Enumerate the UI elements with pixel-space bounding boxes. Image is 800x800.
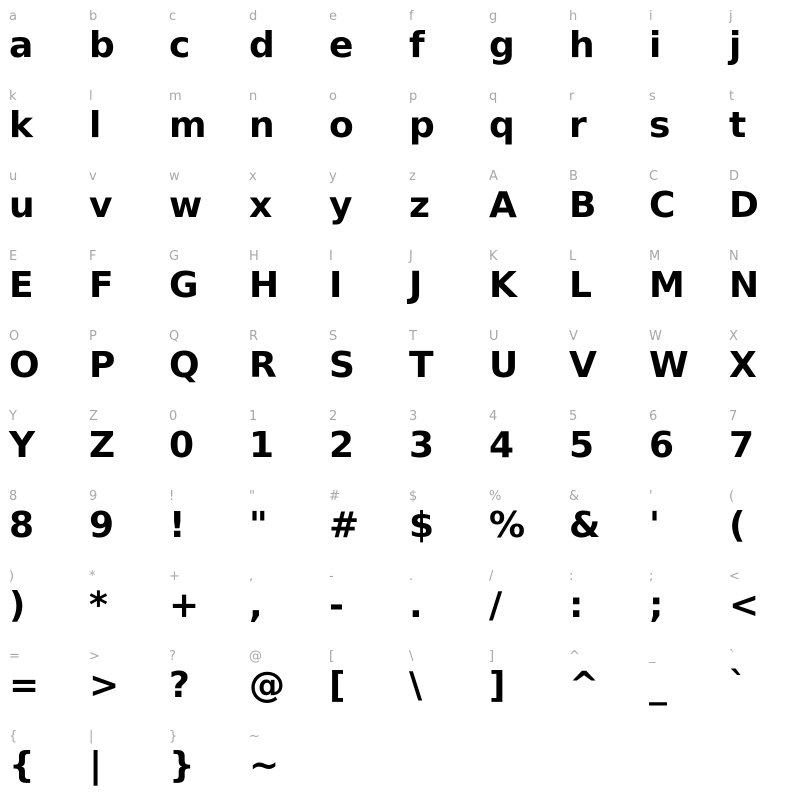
- glyph-sample: I: [329, 265, 343, 306]
- glyph-label: %: [489, 489, 502, 504]
- glyph-label: `: [729, 649, 736, 664]
- glyph-cell: [480, 560, 560, 640]
- glyph-cell: [80, 80, 160, 160]
- glyph-label: *: [89, 569, 96, 584]
- glyph-sample: _: [649, 665, 667, 706]
- glyph-label: q: [489, 89, 498, 104]
- glyph-label: n: [249, 89, 258, 104]
- glyph-label: c: [169, 9, 177, 24]
- glyph-cell: [320, 480, 400, 560]
- glyph-sample: -: [329, 585, 344, 626]
- glyph-sample: b: [89, 25, 115, 66]
- glyph-label: f: [409, 9, 414, 24]
- glyph-sample: g: [489, 25, 515, 66]
- glyph-cell: [560, 80, 640, 160]
- glyph-label: t: [729, 89, 735, 104]
- glyph-cell: [240, 240, 320, 320]
- glyph-sample: S: [329, 345, 355, 386]
- glyph-cell: [720, 560, 800, 640]
- glyph-sample: 8: [9, 505, 35, 546]
- glyph-label: :: [569, 569, 574, 584]
- glyph-cell: [640, 320, 720, 400]
- glyph-cell: [480, 640, 560, 720]
- glyph-sample: K: [489, 265, 517, 306]
- glyph-label: U: [489, 329, 499, 344]
- glyph-sample: ^: [569, 665, 600, 706]
- glyph-sample: T: [409, 345, 434, 386]
- glyph-label: ': [649, 489, 653, 504]
- glyph-label: ?: [169, 649, 176, 664]
- glyph-label: N: [729, 249, 739, 264]
- glyph-label: /: [489, 569, 494, 584]
- glyph-label: P: [89, 329, 97, 344]
- glyph-cell: [640, 480, 720, 560]
- glyph-cell: [240, 720, 320, 800]
- glyph-label: 6: [649, 409, 658, 424]
- glyph-sample: i: [649, 25, 662, 66]
- glyph-cell: [560, 320, 640, 400]
- glyph-cell: [320, 400, 400, 480]
- glyph-label: x: [249, 169, 257, 184]
- glyph-cell: [0, 640, 80, 720]
- glyph-cell: [640, 640, 720, 720]
- glyph-label: 7: [729, 409, 738, 424]
- glyph-cell: [160, 560, 240, 640]
- glyph-cell-empty: [480, 720, 560, 800]
- glyph-cell: [240, 400, 320, 480]
- glyph-label: j: [729, 9, 733, 24]
- glyph-label: +: [169, 569, 180, 584]
- glyph-cell: [80, 0, 160, 80]
- glyph-label: r: [569, 89, 575, 104]
- glyph-cell: [80, 160, 160, 240]
- glyph-cell: [160, 720, 240, 800]
- glyph-cell: [560, 0, 640, 80]
- glyph-cell: [240, 640, 320, 720]
- glyph-cell: [160, 640, 240, 720]
- glyph-cell: [480, 320, 560, 400]
- glyph-sample: .: [409, 585, 423, 626]
- glyph-label: Y: [9, 409, 17, 424]
- glyph-sample: R: [249, 345, 277, 386]
- glyph-cell: [720, 240, 800, 320]
- glyph-label: v: [89, 169, 97, 184]
- glyph-sample: ?: [169, 665, 190, 706]
- glyph-sample: G: [169, 265, 199, 306]
- glyph-label: I: [329, 249, 333, 264]
- glyph-label: !: [169, 489, 175, 504]
- glyph-sample: z: [409, 185, 430, 226]
- glyph-cell: [480, 160, 560, 240]
- glyph-label: 9: [89, 489, 98, 504]
- glyph-label: i: [649, 9, 653, 24]
- glyph-sample: k: [9, 105, 33, 146]
- glyph-sample: Q: [169, 345, 200, 386]
- glyph-sample: #: [329, 505, 360, 546]
- glyph-label: ": [249, 489, 255, 504]
- glyph-sample: W: [649, 345, 689, 386]
- glyph-cell: [240, 160, 320, 240]
- glyph-label: Z: [89, 409, 98, 424]
- glyph-label: B: [569, 169, 578, 184]
- glyph-cell: [640, 560, 720, 640]
- glyph-cell: [640, 400, 720, 480]
- glyph-cell: [720, 320, 800, 400]
- glyph-sample: 3: [409, 425, 435, 466]
- glyph-sample: t: [729, 105, 747, 146]
- glyph-label: W: [649, 329, 662, 344]
- glyph-sample: l: [89, 105, 102, 146]
- glyph-label: Q: [169, 329, 180, 344]
- glyph-sample: Y: [9, 425, 36, 466]
- glyph-label: 5: [569, 409, 578, 424]
- glyph-sample: >: [89, 665, 120, 706]
- glyph-label: ,: [249, 569, 254, 584]
- glyph-cell: [560, 640, 640, 720]
- glyph-sample: ~: [249, 745, 280, 786]
- glyph-sample: 2: [329, 425, 355, 466]
- glyph-sample: ": [249, 505, 268, 546]
- glyph-label: ;: [649, 569, 654, 584]
- glyph-cell: [400, 160, 480, 240]
- glyph-sample: p: [409, 105, 435, 146]
- glyph-label: l: [89, 89, 93, 104]
- glyph-cell: [480, 80, 560, 160]
- glyph-label: <: [729, 569, 740, 584]
- glyph-sample: v: [89, 185, 113, 226]
- glyph-sample: `: [729, 665, 747, 706]
- glyph-label: z: [409, 169, 416, 184]
- glyph-label: e: [329, 9, 337, 24]
- glyph-sample: j: [729, 25, 742, 66]
- glyph-sample: |: [89, 745, 103, 786]
- glyph-cell: [80, 400, 160, 480]
- glyph-cell: [720, 400, 800, 480]
- glyph-cell: [80, 240, 160, 320]
- glyph-cell: [320, 240, 400, 320]
- glyph-cell: [400, 560, 480, 640]
- glyph-cell: [320, 560, 400, 640]
- glyph-cell: [0, 720, 80, 800]
- glyph-label: {: [9, 729, 18, 744]
- glyph-cell: [400, 640, 480, 720]
- glyph-sample: }: [169, 745, 195, 786]
- glyph-label: [: [329, 649, 335, 664]
- glyph-cell: [400, 240, 480, 320]
- glyph-sample: (: [729, 505, 746, 546]
- glyph-cell: [480, 480, 560, 560]
- glyph-sample: m: [169, 105, 207, 146]
- glyph-label: ^: [569, 649, 580, 664]
- glyph-sample: x: [249, 185, 273, 226]
- glyph-label: O: [9, 329, 20, 344]
- glyph-sample: ): [9, 585, 26, 626]
- glyph-sample: o: [329, 105, 354, 146]
- glyph-cell: [80, 560, 160, 640]
- glyph-sample: :: [569, 585, 584, 626]
- glyph-cell: [240, 320, 320, 400]
- glyph-sample: /: [489, 585, 503, 626]
- glyph-sample: h: [569, 25, 595, 66]
- glyph-label: a: [9, 9, 17, 24]
- glyph-label: .: [409, 569, 414, 584]
- glyph-label: J: [409, 249, 413, 264]
- glyph-sample: %: [489, 505, 526, 546]
- glyph-label: L: [569, 249, 577, 264]
- glyph-sample: ;: [649, 585, 664, 626]
- glyph-sample: n: [249, 105, 275, 146]
- glyph-cell: [0, 80, 80, 160]
- glyph-sample: 0: [169, 425, 195, 466]
- glyph-label: A: [489, 169, 498, 184]
- glyph-label: G: [169, 249, 180, 264]
- glyph-sample: w: [169, 185, 203, 226]
- glyph-label: |: [89, 729, 94, 744]
- glyph-cell: [720, 160, 800, 240]
- glyph-cell: [0, 240, 80, 320]
- glyph-sample: y: [329, 185, 353, 226]
- glyph-label: _: [649, 649, 656, 664]
- glyph-sample: &: [569, 505, 601, 546]
- glyph-cell: [560, 400, 640, 480]
- glyph-cell: [560, 160, 640, 240]
- glyph-cell-empty: [560, 720, 640, 800]
- glyph-label: &: [569, 489, 580, 504]
- glyph-cell: [0, 480, 80, 560]
- glyph-cell: [560, 480, 640, 560]
- glyph-cell: [160, 240, 240, 320]
- glyph-cell: [720, 640, 800, 720]
- glyph-sample: +: [169, 585, 200, 626]
- glyph-sample: f: [409, 25, 425, 66]
- glyph-label: k: [9, 89, 17, 104]
- glyph-sample: *: [89, 585, 108, 626]
- glyph-cell: [240, 80, 320, 160]
- glyph-cell: [480, 400, 560, 480]
- glyph-label: X: [729, 329, 738, 344]
- glyph-cell-empty: [320, 720, 400, 800]
- glyph-label: >: [89, 649, 100, 664]
- glyph-sample: V: [569, 345, 597, 386]
- glyph-cell: [160, 0, 240, 80]
- glyph-sample: <: [729, 585, 760, 626]
- glyph-sample: =: [9, 665, 40, 706]
- glyph-label: V: [569, 329, 578, 344]
- glyph-cell: [400, 320, 480, 400]
- glyph-cell: [640, 80, 720, 160]
- glyph-sample: ': [649, 505, 661, 546]
- glyph-label: m: [169, 89, 182, 104]
- glyph-cell: [400, 0, 480, 80]
- glyph-cell: [160, 400, 240, 480]
- glyph-cell: [320, 80, 400, 160]
- glyph-cell: [320, 640, 400, 720]
- glyph-cell: [320, 160, 400, 240]
- glyph-cell: [0, 320, 80, 400]
- glyph-cell-empty: [640, 720, 720, 800]
- glyph-cell: [480, 0, 560, 80]
- glyph-label: R: [249, 329, 259, 344]
- glyph-cell: [240, 0, 320, 80]
- glyph-label: (: [729, 489, 735, 504]
- glyph-label: u: [9, 169, 18, 184]
- glyph-label: \: [409, 649, 414, 664]
- glyph-label: 2: [329, 409, 338, 424]
- glyph-label: g: [489, 9, 498, 24]
- glyph-sample: 7: [729, 425, 755, 466]
- glyph-cell: [160, 160, 240, 240]
- glyph-cell: [80, 320, 160, 400]
- glyph-label: D: [729, 169, 740, 184]
- glyph-sample: E: [9, 265, 34, 306]
- glyph-label: $: [409, 489, 418, 504]
- glyph-sample: Z: [89, 425, 116, 466]
- glyph-sample: 5: [569, 425, 595, 466]
- glyph-cell: [240, 560, 320, 640]
- glyph-label: w: [169, 169, 180, 184]
- glyph-label: p: [409, 89, 418, 104]
- glyph-label: ~: [249, 729, 260, 744]
- glyph-cell-empty: [400, 720, 480, 800]
- glyph-sample: N: [729, 265, 760, 306]
- glyph-sample: c: [169, 25, 191, 66]
- glyph-cell: [80, 640, 160, 720]
- glyph-cell: [0, 0, 80, 80]
- glyph-sample: D: [729, 185, 759, 226]
- glyph-sample: q: [489, 105, 515, 146]
- glyph-sample: U: [489, 345, 519, 386]
- glyph-cell: [80, 480, 160, 560]
- glyph-cell: [320, 0, 400, 80]
- glyph-sample: A: [489, 185, 517, 226]
- glyph-cell: [240, 480, 320, 560]
- glyph-sample: d: [249, 25, 275, 66]
- glyph-label: 0: [169, 409, 178, 424]
- glyph-label: o: [329, 89, 337, 104]
- glyph-label: C: [649, 169, 659, 184]
- glyph-sample: 9: [89, 505, 115, 546]
- glyph-cell: [640, 0, 720, 80]
- glyph-sample: $: [409, 505, 435, 546]
- glyph-label: ]: [489, 649, 495, 664]
- glyph-cell: [160, 480, 240, 560]
- glyph-label: 1: [249, 409, 258, 424]
- glyph-sample: H: [249, 265, 280, 306]
- glyph-label: T: [409, 329, 417, 344]
- glyph-label: }: [169, 729, 178, 744]
- glyph-label: M: [649, 249, 661, 264]
- glyph-cell: [640, 160, 720, 240]
- glyph-sample: a: [9, 25, 34, 66]
- glyph-label: s: [649, 89, 656, 104]
- glyph-label: K: [489, 249, 498, 264]
- glyph-sample: r: [569, 105, 587, 146]
- glyph-sample: !: [169, 505, 186, 546]
- glyph-cell: [160, 80, 240, 160]
- glyph-sample: ]: [489, 665, 506, 706]
- glyph-sample: J: [409, 265, 423, 306]
- glyph-sample: C: [649, 185, 676, 226]
- glyph-cell: [560, 560, 640, 640]
- glyph-cell: [0, 400, 80, 480]
- glyph-label: E: [9, 249, 18, 264]
- glyph-sample: [: [329, 665, 346, 706]
- glyph-label: @: [249, 649, 262, 664]
- glyph-cell: [0, 160, 80, 240]
- glyph-sample: 4: [489, 425, 515, 466]
- glyph-cell: [80, 720, 160, 800]
- glyph-sample: s: [649, 105, 671, 146]
- glyph-cell: [400, 400, 480, 480]
- glyph-label: H: [249, 249, 259, 264]
- glyph-cell: [480, 240, 560, 320]
- glyph-label: d: [249, 9, 258, 24]
- glyph-label: F: [89, 249, 97, 264]
- glyph-cell: [720, 80, 800, 160]
- glyph-sample: O: [9, 345, 40, 386]
- glyph-sample: P: [89, 345, 116, 386]
- glyph-sample: M: [649, 265, 685, 306]
- glyph-sample: B: [569, 185, 597, 226]
- glyph-cell-empty: [720, 720, 800, 800]
- glyph-label: b: [89, 9, 98, 24]
- glyph-cell: [560, 240, 640, 320]
- glyph-sample: L: [569, 265, 592, 306]
- glyph-cell: [400, 480, 480, 560]
- glyph-sample: e: [329, 25, 354, 66]
- glyph-cell: [720, 480, 800, 560]
- glyph-label: ): [9, 569, 15, 584]
- glyph-cell: [320, 320, 400, 400]
- glyph-sample: 6: [649, 425, 675, 466]
- glyph-label: 8: [9, 489, 18, 504]
- glyph-label: y: [329, 169, 337, 184]
- glyph-label: S: [329, 329, 338, 344]
- glyph-sample: 1: [249, 425, 275, 466]
- glyph-sample: ,: [249, 585, 263, 626]
- glyph-label: -: [329, 569, 334, 584]
- glyph-sample: @: [249, 665, 285, 706]
- glyph-sample: F: [89, 265, 114, 306]
- glyph-cell: [160, 320, 240, 400]
- glyph-cell: [720, 0, 800, 80]
- glyph-label: 3: [409, 409, 418, 424]
- glyph-label: =: [9, 649, 20, 664]
- glyph-label: h: [569, 9, 578, 24]
- glyph-label: #: [329, 489, 340, 504]
- glyph-sample: \: [409, 665, 423, 706]
- glyph-cell: [400, 80, 480, 160]
- glyph-sample: u: [9, 185, 35, 226]
- glyph-label: 4: [489, 409, 498, 424]
- glyph-cell: [640, 240, 720, 320]
- glyph-cell: [0, 560, 80, 640]
- glyph-sample: {: [9, 745, 35, 786]
- glyph-sample: X: [729, 345, 757, 386]
